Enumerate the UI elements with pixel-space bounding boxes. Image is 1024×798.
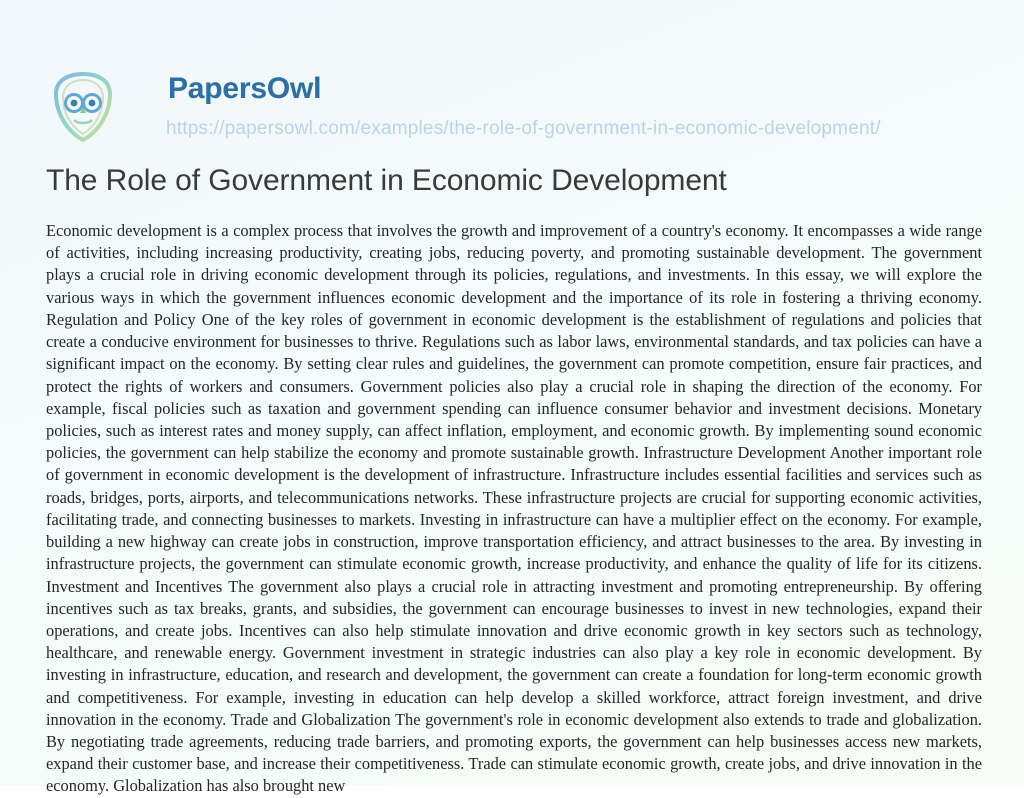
site-header — [16, 14, 1008, 139]
document-sheet — [16, 14, 1008, 796]
article-url[interactable]: https://papersowl.com/examples/the-role-of-government-in-economic-development/ — [166, 118, 881, 139]
page-title: The Role of Government in Economic Development — [46, 164, 727, 197]
article-body: Economic development is a complex process that involves the growth and improvement of a country's economy. It encompasses a wide range of activities, including increasing productivity, creating jobs, reducing poverty, and promoting sustainable development. The government plays a crucial role in driving economic development through its policies, regulations, and investments. In this essay, we will explore the various ways in which the government influences economic development and the importance of its role in fostering a thriving economy. Regulation and Policy One of the key roles of government in economic development is the establishment of regulations and policies that create a conducive environment for businesses to thrive. Regulations such as labor laws, environmental standards, and tax policies can have a significant impact on the economy. By setting clear rules and guidelines, the government can promote competition, ensure fair practices, and protect the rights of workers and consumers. Government policies also play a crucial role in shaping the direction of the economy. For example, fiscal policies such as taxation and government spending can influence consumer behavior and investment decisions. Monetary policies, such as interest rates and money supply, can affect inflation, employment, and economic growth. By implementing sound economic policies, the government can help stabilize the economy and promote sustainable growth. Infrastructure Development Another important role of government in economic development is the development of infrastructure. Infrastructure includes essential facilities and services such as roads, bridges, ports, airports, and telecommunications networks. These infrastructure projects are crucial for supporting economic activities, facilitating trade, and connecting businesses to markets. Investing in infrastructure can have a multiplier effect on the economy. For example, building a new highway can create jobs in construction, improve transportation efficiency, and attract businesses to the area. By investing in infrastructure projects, the government can stimulate economic growth, increase productivity, and enhance the quality of life for its citizens. Investment and Incentives The government also plays a crucial role in attracting investment and promoting entrepreneurship. By offering incentives such as tax breaks, grants, and subsidies, the government can encourage businesses to invest in new technologies, expand their operations, and create jobs. Incentives can also help stimulate innovation and drive economic growth in key sectors such as technology, healthcare, and renewable energy. Government investment in strategic industries can also play a key role in economic development. By investing in infrastructure, education, and research and development, the government can create a foundation for long-term economic growth and competitiveness. For example, investing in education can help develop a skilled workforce, attract foreign investment, and drive innovation in the economy. Trade and Globalization The government's role in economic development also extends to trade and globalization. By negotiating trade agreements, reducing trade barriers, and promoting exports, the government can help businesses access new markets, expand their customer base, and increase their competitiveness. Trade can stimulate economic growth, create jobs, and drive innovation in the economy. Globalization has also brought new — [46, 221, 982, 796]
site-brand-name[interactable]: PapersOwl — [168, 72, 322, 105]
article-container — [46, 164, 982, 798]
owl-logo-icon — [50, 72, 118, 144]
